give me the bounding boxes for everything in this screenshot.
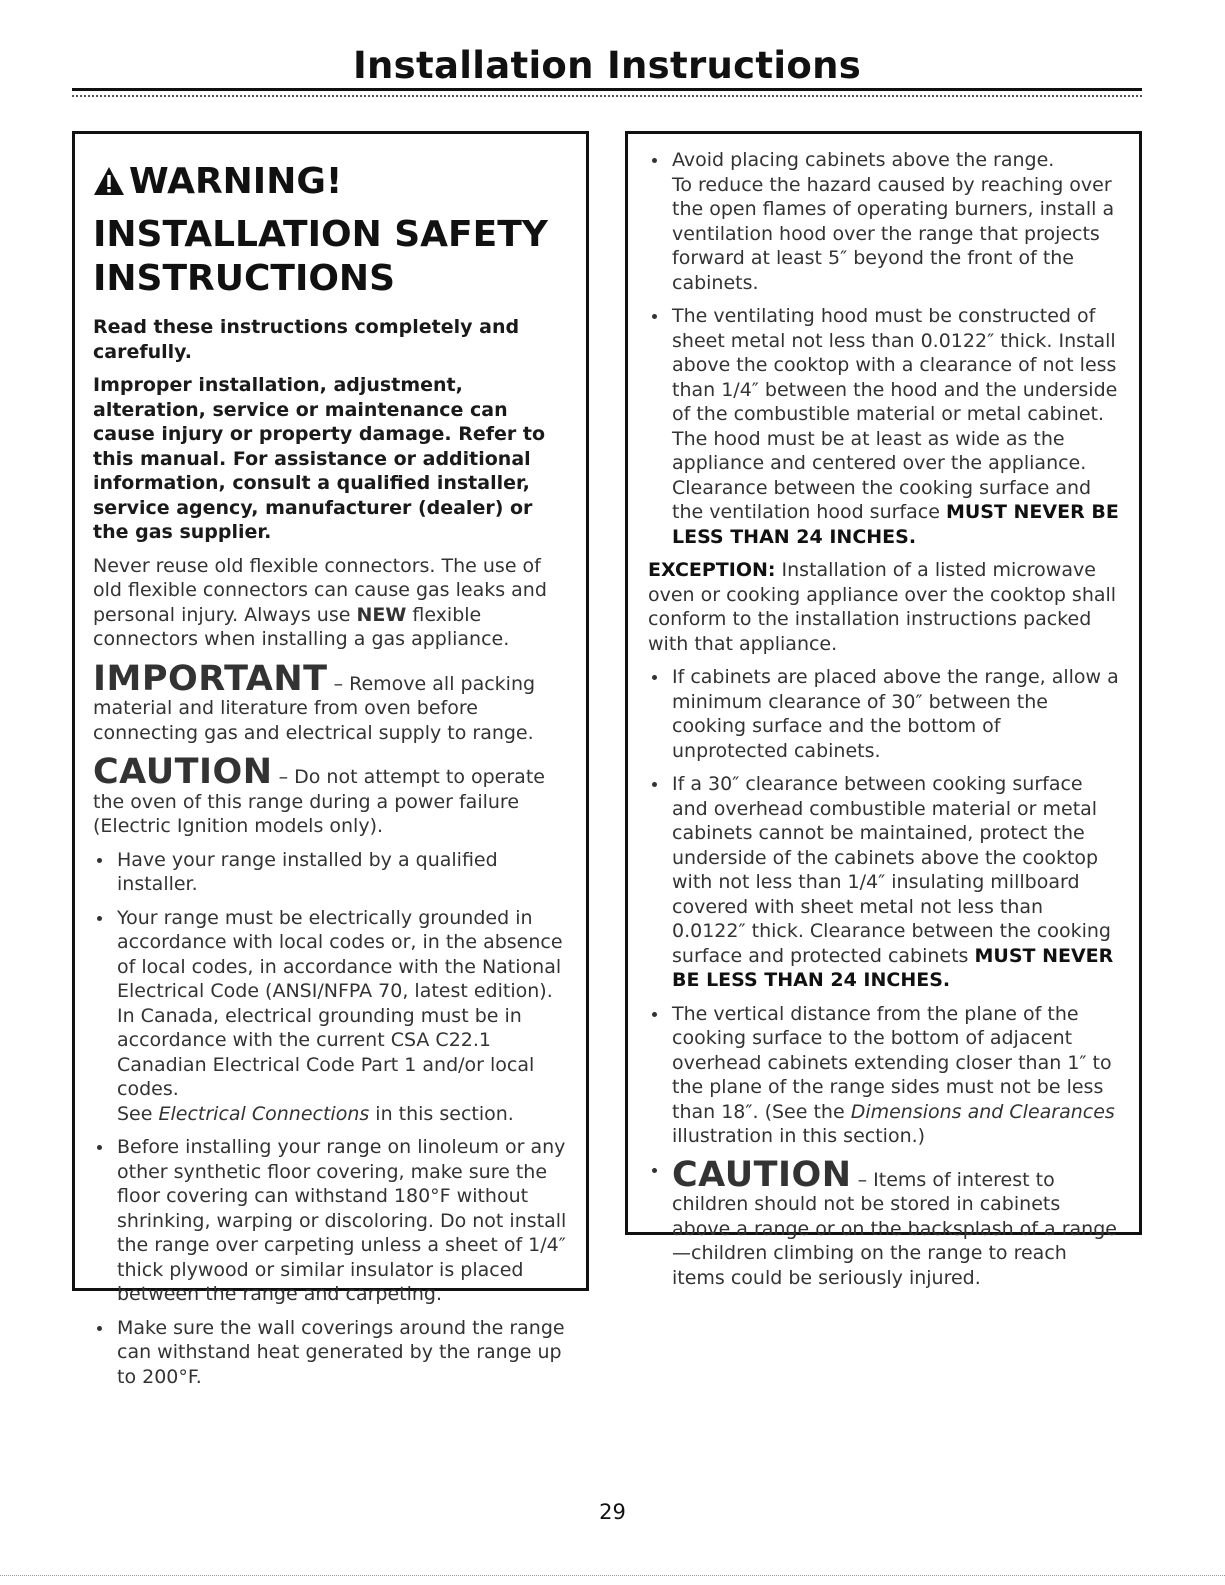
bullet2-part-b: In Canada, electrical grounding must be in accordance with the current CSA C22.1 Canadian Electrical Code Part 1 and/or local codes. bbox=[117, 1004, 535, 1100]
right-bullet-list-1 bbox=[648, 148, 1121, 549]
list-item bbox=[648, 1002, 1121, 1149]
bullet1-part-b: To reduce the hazard caused by reaching over the open flames of operating burners, install a ventilation hood over the range that projects forward at least 5″ beyond the front of the cabinets. bbox=[672, 173, 1115, 294]
exception-text bbox=[648, 558, 1121, 656]
caution-text: – Do not attempt to operate the oven of this range during a power failure (Electric Ignition models only). bbox=[93, 766, 545, 837]
important-word: IMPORTANT bbox=[93, 658, 328, 699]
important-notice bbox=[93, 658, 568, 746]
electrical-connections-ref: Electrical Connections bbox=[158, 1102, 370, 1125]
safety-title-line1: INSTALLATION SAFETY bbox=[93, 214, 548, 255]
important-text: – Remove all packing material and literature from oven before connecting gas and electrical supply to range. bbox=[93, 672, 536, 744]
bullet2-part-c bbox=[117, 1102, 568, 1127]
list-item: Make sure the wall coverings around the range can withstand heat generated by the range up to 200°F. bbox=[93, 1316, 568, 1390]
caution-notice bbox=[93, 752, 568, 839]
list-item bbox=[93, 906, 568, 1127]
warning-triangle-icon bbox=[93, 165, 125, 205]
page-number: 29 bbox=[599, 1500, 626, 1524]
list-item: Have your range installed by a qualified installer. bbox=[93, 848, 568, 897]
warning-label: WARNING! bbox=[129, 161, 343, 202]
bullet2-pre: The ventilating hood must be constructed of sheet metal not less than 0.0122″ thick. Install above the cooktop with a clearance of not less than 1/4″ between the hood and the underside of the combustible material or metal cabinet. The hood must be at least as wide as the appliance and centered over the appliance. Clearance between the cooking surface and the ventilation hood surface bbox=[672, 305, 1118, 523]
header-rule bbox=[72, 88, 1142, 97]
cabinet-clearance-box bbox=[625, 131, 1142, 1289]
list-item bbox=[648, 772, 1121, 993]
exception-label: EXCEPTION: bbox=[648, 559, 776, 581]
bullet4-pre: If a 30″ clearance between cooking surface and overhead combustible material or metal cabinets cannot be maintained, protect the underside of the cabinets above the cooktop with not less than 1/4″ insulating millboard covered with sheet metal not less than 0.0122″ thick. Clearance between the cooking surface and protected cabinets bbox=[672, 773, 1111, 967]
exception-body: Installation of a listed microwave oven or cooking appliance over the cooktop shall conform to the installation instructions packed with that appliance. bbox=[648, 559, 1117, 655]
connectors-bold: NEW bbox=[356, 603, 407, 626]
page-title: Installation Instructions bbox=[352, 44, 862, 87]
safety-warning-box bbox=[72, 131, 589, 1388]
safety-title bbox=[93, 213, 568, 301]
caution-text-right: – Items of interest to children should not be stored in cabinets above a range or on the backsplash of a range—children climbing on the range to reach items could be seriously injured. bbox=[672, 1168, 1117, 1289]
footer-rule bbox=[0, 1575, 1225, 1576]
bullet2-c-pre: See bbox=[117, 1102, 159, 1125]
caution-word: CAUTION bbox=[93, 752, 273, 792]
list-item bbox=[648, 148, 1121, 295]
bullet4-bold: MUST NEVER BE LESS THAN 24 INCHES. bbox=[672, 944, 1114, 991]
connectors-pre: Never reuse old flexible connectors. The use of old flexible connectors can cause gas leaks and personal injury. Always use bbox=[93, 554, 547, 626]
list-item bbox=[648, 304, 1121, 549]
right-bullet-list-2 bbox=[648, 665, 1121, 1290]
bullet1-part-a: Avoid placing cabinets above the range. bbox=[672, 149, 1055, 171]
bullet2-part-a: Your range must be electrically grounded in accordance with local codes or, in the absence of local codes, in accordance with the National Electrical Code (ANSI/NFPA 70, latest edition). bbox=[117, 906, 563, 1002]
bullet5-post: illustration in this section.) bbox=[672, 1125, 926, 1147]
bullet5-pre: The vertical distance from the plane of the cooking surface to the bottom of adjacent overhead cabinets extending closer than 1″ to the plane of the range sides must not be less than 18″. (See the bbox=[672, 1002, 1112, 1123]
list-item: If cabinets are placed above the range, allow a minimum clearance of 30″ between the cooking surface and the bottom of unprotected cabinets. bbox=[648, 665, 1121, 763]
connectors-text bbox=[93, 554, 568, 652]
safety-title-line2: INSTRUCTIONS bbox=[93, 258, 395, 299]
bullet2-c-post: in this section. bbox=[369, 1102, 514, 1125]
connectors-post: flexible connectors when installing a gas appliance. bbox=[93, 603, 510, 650]
dimensions-clearances-ref: Dimensions and Clearances bbox=[850, 1100, 1115, 1123]
list-item bbox=[648, 1154, 1121, 1291]
warning-heading bbox=[93, 162, 568, 205]
read-instructions-text: Read these instructions completely and carefully. bbox=[93, 316, 520, 363]
left-bullet-list bbox=[93, 848, 568, 1390]
caution-word-right: CAUTION bbox=[672, 1154, 852, 1195]
improper-installation-text: Improper installation, adjustment, alteration, service or maintenance can cause injury or property damage. Refer to this manual. For assistance or additional information, consult a qualified installer, service agency, manufacturer (dealer) or the gas supplier. bbox=[93, 374, 546, 543]
bullet2-bold: MUST NEVER BE LESS THAN 24 INCHES. bbox=[672, 501, 1119, 548]
list-item: Before installing your range on linoleum or any other synthetic floor covering, make sure the floor covering can withstand 180°F without shrinking, warping or discoloring. Do not install the range over carpeting unless a sheet of 1/4″ thick plywood or similar insulator is placed between the range and carpeting. bbox=[93, 1135, 568, 1307]
